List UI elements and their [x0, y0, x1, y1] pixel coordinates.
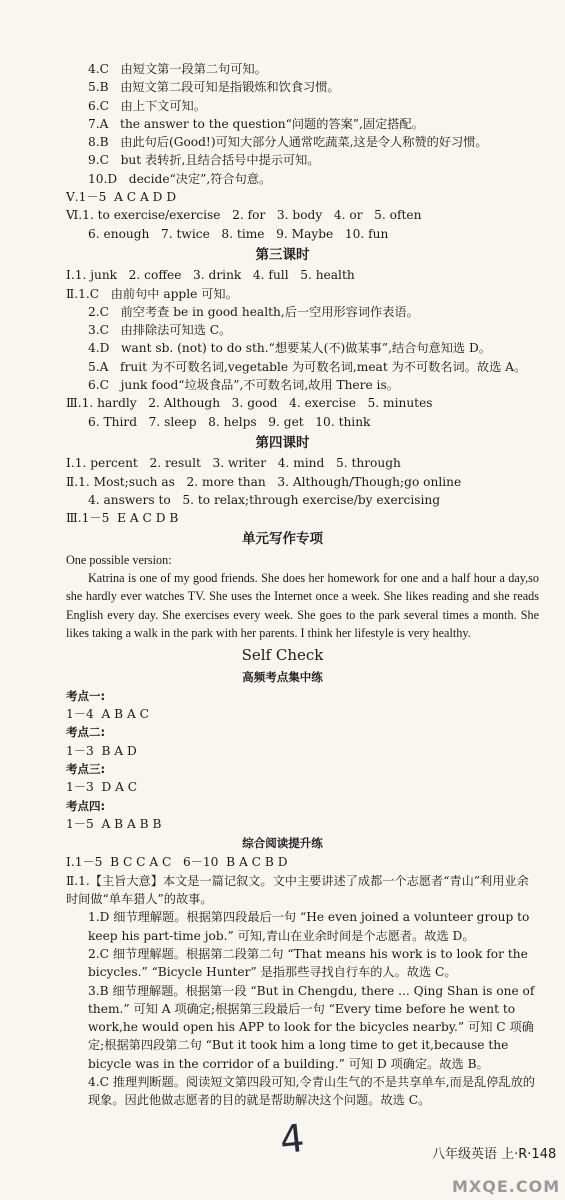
- lesson3-iii-1: Ⅲ.1. hardly 2. Although 3. good 4. exercise 5. minutes: [66, 396, 433, 411]
- lesson4-iii: Ⅲ.1－5 E A C D B: [66, 511, 179, 526]
- kaodian-label: 考点四:: [66, 798, 106, 813]
- selfcheck-sub2: 综合阅读提升练: [242, 836, 323, 851]
- kaodian-answer: 1－5 A B A B B: [66, 816, 162, 831]
- selfcheck-title: Self Check: [241, 646, 324, 665]
- answer-line: 10.D decide“决定”,符合句意。: [88, 171, 272, 186]
- lesson3-ii-1: Ⅱ.1.C 由前句中 apple 可知。: [66, 286, 238, 301]
- lesson3-iii-2: 6. Third 7. sleep 8. helps 9. get 10. think: [88, 414, 371, 429]
- section1-list: [0, 60, 565, 188]
- lesson3-title: 第三课时: [255, 246, 310, 263]
- reading-item: 4.C 推理判断题。阅读短文第四段可知,令青山生气的不是共享单车,而是乱停乱放的现象。因此他做志愿者的目的就是帮助解决这个问题。故选 C。: [88, 1075, 535, 1108]
- lesson3-ii-3: 3.C 由排除法可知选 C。: [88, 323, 232, 338]
- handwritten-mark: 4: [277, 1115, 307, 1163]
- writing-title: 单元写作专项: [242, 531, 323, 548]
- answer-line: 9.C but 表转折,且结合括号中提示可知。: [88, 153, 320, 168]
- answer-line: 7.A the answer to the question“问题的答案”,固定搭配。: [88, 116, 424, 131]
- kaodian-answer: 1－4 A B A C: [66, 707, 149, 722]
- v-answers: Ⅴ.1－5 A C A D D: [66, 190, 177, 205]
- page-footer: 八年级英语 上·R·148: [432, 1147, 557, 1162]
- answer-page: [0, 60, 565, 1110]
- reading-i: Ⅰ.1－5 B C C A C 6－10 B A C B D: [66, 855, 288, 870]
- lesson4-ii-1: Ⅱ.1. Most;such as 2. more than 3. Although/Though;go online: [66, 474, 462, 489]
- watermark-logo: MXQE.COM: [452, 1177, 561, 1196]
- answer-line: 6.C 由上下文可知。: [88, 98, 206, 113]
- answer-line: 8.B 由此句后(Good!)可知大部分人通常吃蔬菜,这是令人称赞的好习惯。: [88, 135, 488, 150]
- lesson4-title: 第四课时: [255, 434, 310, 451]
- selfcheck-sub1: 高频考点集中练: [242, 669, 323, 684]
- lesson3-ii-6: 6.C junk food“垃圾食品”,不可数名词,故用 There is。: [88, 378, 399, 393]
- kaodian-list: [0, 687, 565, 833]
- lesson3-ii-2: 2.C 前空考查 be in good health,后一空用形容词作表语。: [88, 304, 419, 319]
- kaodian-answer: 1－3 B A D: [66, 743, 137, 758]
- reading-item: 2.C 细节理解题。根据第二段第二句 “That means his work is to look for the bicycles.” “Bicycle Hunter” 是指那些寻找自行车的人。故选 C。: [88, 946, 528, 980]
- reading-ii-main: Ⅱ.1.【主旨大意】本文是一篇记叙文。文中主要讲述了成都一个志愿者“青山”利用业余时间做“单车猎人”的故事。: [66, 873, 529, 907]
- vi-answers-2: 6. enough 7. twice 8. time 9. Maybe 10. fun: [88, 226, 389, 241]
- answer-line: 5.B 由短文第二段可知是指锻炼和饮食习惯。: [88, 80, 340, 95]
- kaodian-label: 考点二:: [66, 725, 106, 740]
- lesson4-i: Ⅰ.1. percent 2. result 3. writer 4. mind 5. through: [66, 456, 401, 471]
- lesson4-ii-2: 4. answers to 5. to relax;through exercise/by exercising: [88, 492, 441, 507]
- writing-intro: One possible version:: [66, 552, 172, 567]
- reading-item: 3.B 细节理解题。根据第一段 “But in Chengdu, there ... Qing Shan is one of them.” 可知 A 项确定;根据第三段最后一句 “Every time before he went to work,he would open his APP to look for the bicycles nearby.” 可知 C 项确定;根据第四段第二句 “But it took him a long time to get it,because the bicycle was in the corridor of a building.” 可知 D 项确定。故选 B。: [88, 983, 535, 1071]
- lesson3-ii-5: 5.A fruit 为不可数名词,vegetable 为可数名词,meat 为不可数名词。故选 A。: [88, 359, 527, 374]
- vi-answers-1: Ⅵ.1. to exercise/exercise 2. for 3. body 4. or 5. often: [66, 208, 422, 223]
- kaodian-label: 考点一:: [66, 688, 106, 703]
- kaodian-label: 考点三:: [66, 761, 106, 776]
- lesson3-ii-4: 4.D want sb. (not) to do sth.“想要某人(不)做某事”,结合句意知选 D。: [88, 341, 491, 356]
- lesson3-i: Ⅰ.1. junk 2. coffee 3. drink 4. full 5. health: [66, 268, 355, 283]
- kaodian-answer: 1－3 D A C: [66, 780, 138, 795]
- answer-line: 4.C 由短文第一段第二句可知。: [88, 62, 267, 76]
- writing-essay: Katrina is one of my good friends. She does her homework for one and a half hour a day,so she hardly ever watches TV. She uses the Internet once a week. She likes reading and she reads English every day. She exercises every week. She goes to the park several times a month. She likes taking a walk in the park with her parents. I think her lifestyle is very healthy.: [66, 571, 539, 640]
- reading-item: 1.D 细节理解题。根据第四段最后一句 “He even joined a volunteer group to keep his part-time job.” 可知,青山在业余时间是个志愿者。故选 D。: [88, 910, 530, 943]
